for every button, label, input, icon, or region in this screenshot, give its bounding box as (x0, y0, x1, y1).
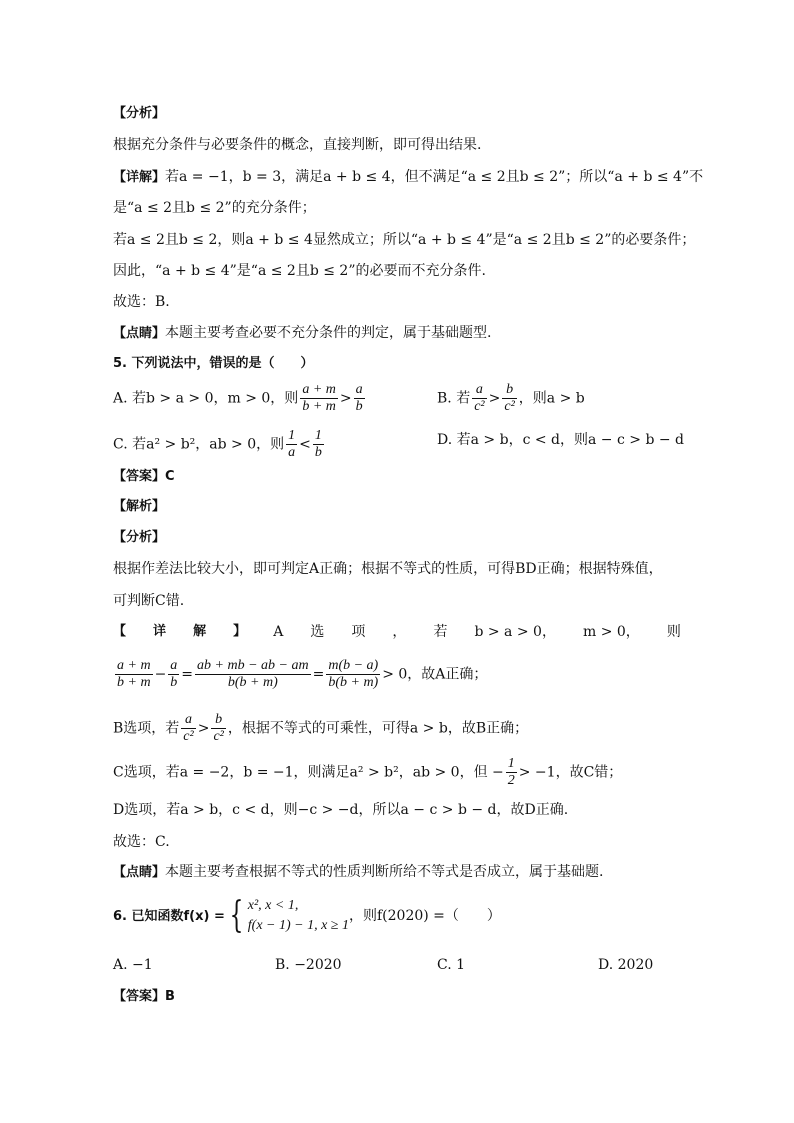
d2-b-frac-1: $\frac{a}{\text{c²}}$ (183, 712, 194, 744)
d2-frac-post: > 0，故A正确； (382, 666, 488, 683)
q5-b-frac-1: $\frac{a}{\text{c²}}$ (474, 382, 485, 414)
q5-a-frac-2: $\frac{a}{b}$ (355, 382, 363, 414)
q6-option-b: B. −2020 (275, 957, 342, 973)
q5-answer-value: C (165, 469, 175, 484)
analysis2-line-2: 可判断C错. (113, 593, 185, 609)
detail2-fraction-line: $\frac{a + m}{b + m}$ − $\frac{a}{b}$ = $\frac{ab + mb - ab - am}{b(b + m)}$ = $\frac{m(b - a)}{b(b + m)}$ > 0，故A正确； (117, 658, 488, 690)
q6-option-d: D. 2020 (598, 957, 654, 973)
detail2-w11: m > 0， (582, 624, 640, 640)
detail-text-1: 若a = −1，b = 3，满足a + b ≤ 4，但不满足“a ≤ 2且b ≤ 2”；所以“a + b ≤ 4”不 (165, 169, 704, 185)
detail-label: 【详解】 (113, 170, 166, 185)
q6-case-1: x², x < 1, (247, 898, 299, 913)
q6-case-2: f(x − 1) − 1, x ≥ 1 (247, 918, 349, 933)
q5-jiexi-label: 【解析】 (113, 499, 166, 514)
detail2-c-line (113, 756, 622, 789)
detail2-w10: b > a > 0， (474, 624, 556, 640)
detail2-spread-line (113, 622, 681, 642)
d2-frac-1: $\frac{a + m}{b + m}$ (117, 658, 151, 690)
q5-a-prefix: A. 若b > a > 0，m > 0，则 (113, 390, 299, 407)
d2-b-post: ，根据不等式的可乘性，可得a > b，故B正确； (227, 720, 529, 737)
analysis2-label: 【分析】 (113, 530, 166, 545)
q6-stem (113, 896, 501, 936)
d2-c-post: > −1，故C错； (518, 764, 623, 781)
detail-line-4: 因此，“a + b ≤ 4”是“a ≤ 2且b ≤ 2”的必要而不充分条件. (113, 263, 486, 279)
q5-c-frac-1: $\frac{1}{a}$ (288, 428, 296, 460)
analysis-text: 根据充分条件与必要条件的概念，直接判断，即可得出结果. (113, 137, 482, 153)
q5-b-post: ，则a > b (518, 390, 585, 407)
detail-line-3: 若a ≤ 2且b ≤ 2，则a + b ≤ 4显然成立；所以“a + b ≤ 4”是“a ≤ 2且b ≤ 2”的必要条件； (113, 232, 696, 248)
detail2-w3: 解 (193, 624, 207, 639)
d2-frac-2: $\frac{a}{b}$ (170, 658, 178, 690)
detail-line-2: 是“a ≤ 2且b ≤ 2”的充分条件； (113, 200, 316, 216)
remark2-text: 本题主要考查根据不等式的性质判断所给不等式是否成立，属于基础题. (165, 864, 604, 880)
q6-pre: 6. 已知函数f(x) = (113, 909, 225, 924)
remark-line (113, 323, 491, 344)
detail2-w9: 若 (433, 624, 448, 640)
q5-a-frac-1: $\frac{a + m}{b + m}$ (302, 382, 336, 414)
detail2-w7: 项 (351, 624, 366, 640)
remark2-label: 【点睛】 (113, 865, 166, 880)
q5-option-d: D. 若a > b，c < d，则a − c > b − d (437, 432, 685, 448)
detail2-b-line: B选项，若 $\frac{a}{\text{c²}}$ > $\frac{b}{\text{c²}}$ ，根据不等式的可乘性，可得a > b，故B正确； (113, 712, 529, 744)
q5-option-b: B. 若 $\frac{a}{\text{c²}}$ > $\frac{b}{\text{c²}}$ ，则a > b (437, 382, 585, 414)
q5-c-prefix: C. 若a² > b²，ab > 0，则 (113, 436, 285, 453)
q5-stem: 5. 下列说法中，错误的是（ ） (113, 356, 314, 371)
q6-answer-value: B (165, 989, 175, 1004)
q6-post: ，则f(2020) =（ ） (349, 908, 501, 924)
detail2-w1: 【 (113, 624, 127, 639)
q5-answer (113, 466, 175, 487)
brace-icon: { (229, 895, 244, 936)
detail2-w8: ， (392, 624, 407, 640)
q5-b-frac-2: $\frac{b}{\text{c²}}$ (504, 382, 515, 414)
analysis2-line-1: 根据作差法比较大小，即可判定A正确；根据不等式的性质，可得BD正确；根据特殊值， (113, 561, 663, 577)
detail2-w2: 详 (153, 624, 167, 639)
detail2-d-line: D选项，若a > b，c < d，则−c > −d，所以a − c > b − d，故D正确. (113, 802, 569, 818)
q6-option-a: A. −1 (113, 957, 153, 973)
detail2-w6: 选 (310, 624, 325, 640)
q5-option-a: A. 若b > a > 0，m > 0，则 $\frac{a + m}{b + m}$ > $\frac{a}{b}$ (113, 382, 363, 414)
analysis-label: 【分析】 (113, 106, 166, 121)
remark-text: 本题主要考查必要不充分条件的判定，属于基础题型. (165, 325, 492, 341)
d2-frac-3: $\frac{ab + mb - ab - am}{b(b + m)}$ (197, 658, 309, 690)
detail2-w4: 】 (233, 624, 247, 639)
d2-c-frac: $\frac{1}{2}$ (507, 756, 515, 788)
remark2-line (113, 862, 603, 883)
d2-b-frac-2: $\frac{b}{\text{c²}}$ (213, 712, 224, 744)
d2-c-pre: C选项，若a = −2，b = −1，则满足a² > b²，ab > 0，但 − (113, 764, 504, 781)
detail2-choice: 故选：C. (113, 834, 170, 850)
detail-line-1 (113, 167, 703, 188)
detail2-w5: A (273, 624, 284, 640)
q5-option-c: C. 若a² > b²，ab > 0，则 $\frac{1}{a}$ < $\frac{1}{b}$ (113, 428, 322, 460)
q5-c-frac-2: $\frac{1}{b}$ (314, 428, 322, 460)
d2-frac-4: $\frac{m(b - a)}{b(b + m)}$ (328, 658, 379, 690)
remark-label: 【点睛】 (113, 326, 166, 341)
q5-answer-label: 【答案】 (113, 469, 166, 484)
d2-b-pre: B选项，若 (113, 720, 180, 737)
detail2-w12: 则 (666, 624, 681, 640)
choice-line: 故选：B. (113, 294, 170, 310)
q6-option-c: C. 1 (437, 957, 466, 973)
q5-b-prefix: B. 若 (437, 390, 471, 407)
q6-answer-label: 【答案】 (113, 989, 166, 1004)
q6-answer (113, 986, 175, 1007)
q6-cases (248, 896, 349, 936)
